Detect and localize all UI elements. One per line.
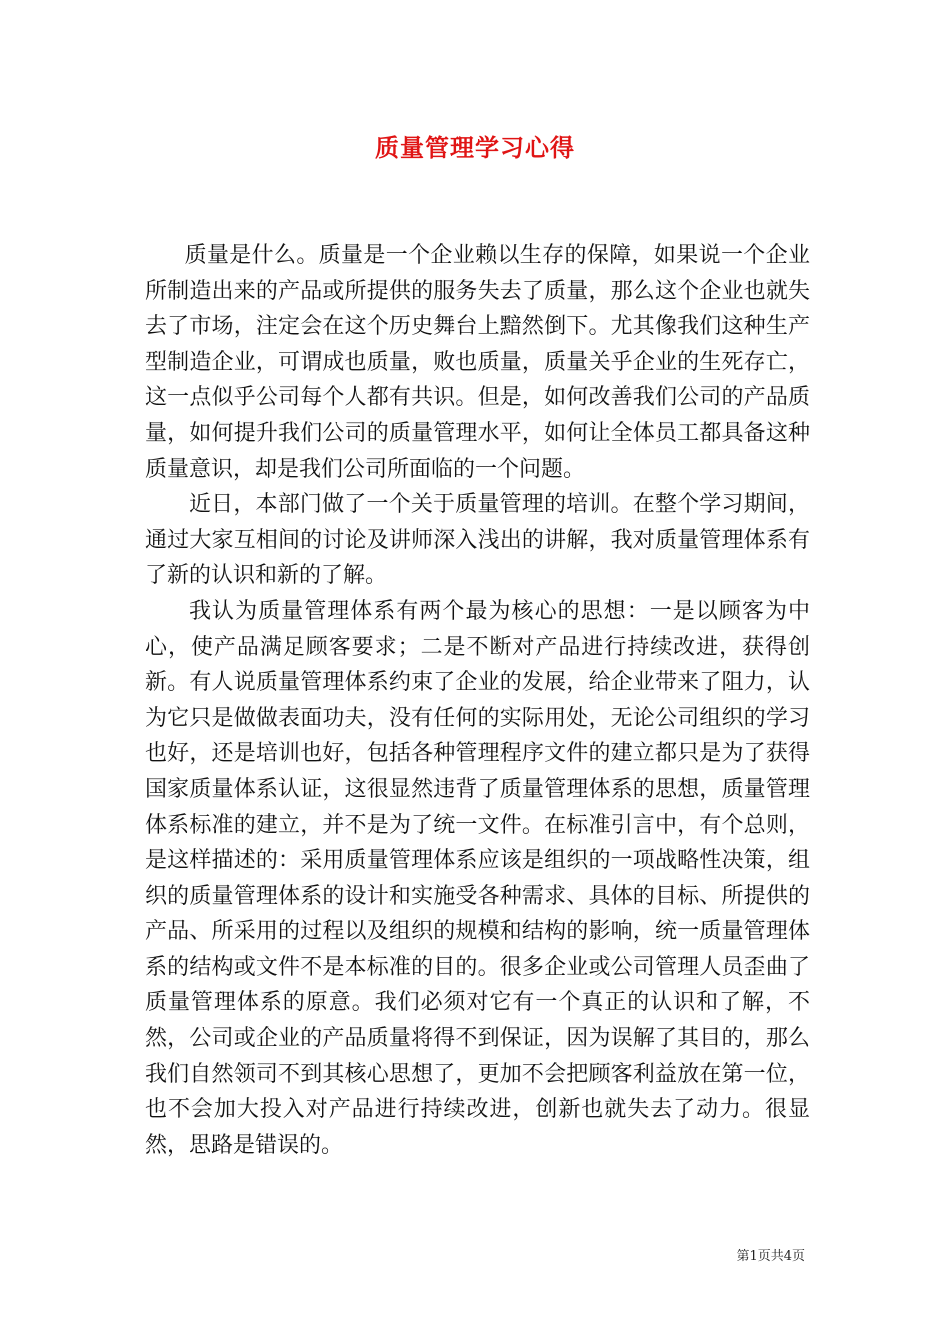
document-body (145, 238, 810, 1163)
page-number-footer: 第1页共4页 (736, 1249, 805, 1264)
paragraph-2: 近日，本部门做了一个关于质量管理的培训。在整个学习期间，通过大家互相间的讨论及讲师深入浅出的讲解，我对质量管理体系有了新的认识和新的了解。 (145, 492, 810, 589)
paragraph-3: 我认为质量管理体系有两个最为核心的思想：一是以顾客为中心，使产品满足顾客要求；二是不断对产品进行持续改进，获得创新。有人说质量管理体系约束了企业的发展，给企业带来了阻力，认为它只是做做表面功夫，没有任何的实际用处，无论公司组织的学习也好，还是培训也好，包括各种管理程序文件的建立都只是为了获得国家质量体系认证，这很显然违背了质量管理体系的思想，质量管理体系标准的建立，并不是为了统一文件。在标准引言中，有个总则，是这样描述的：采用质量管理体系应该是组织的一项战略性决策，组织的质量管理体系的设计和实施受各种需求、具体的目标、所提供的产品、所采用的过程以及组织的规模和结构的影响，统一质量管理体系的结构或文件不是本标准的目的。很多企业或公司管理人员歪曲了质量管理体系的原意。我们必须对它有一个真正的认识和了解，不然，公司或企业的产品质量将得不到保证，因为误解了其目的，那么我们自然领司不到其核心思想了，更加不会把顾客利益放在第一位，也不会加大投入对产品进行持续改进，创新也就失去了动力。很显然，思路是错误的。 (145, 598, 810, 1158)
paragraph-1: 质量是什么。质量是一个企业赖以生存的保障，如果说一个企业所制造出来的产品或所提供的服务失去了质量，那么这个企业也就失去了市场，注定会在这个历史舞台上黯然倒下。尤其像我们这种生产型制造企业，可谓成也质量，败也质量，质量关乎企业的生死存亡，这一点似乎公司每个人都有共识。但是，如何改善我们公司的产品质量，如何提升我们公司的质量管理水平，如何让全体员工都具备这种质量意识，却是我们公司所面临的一个问题。 (145, 243, 810, 482)
document-title: 质量管理学习心得 (375, 133, 575, 162)
